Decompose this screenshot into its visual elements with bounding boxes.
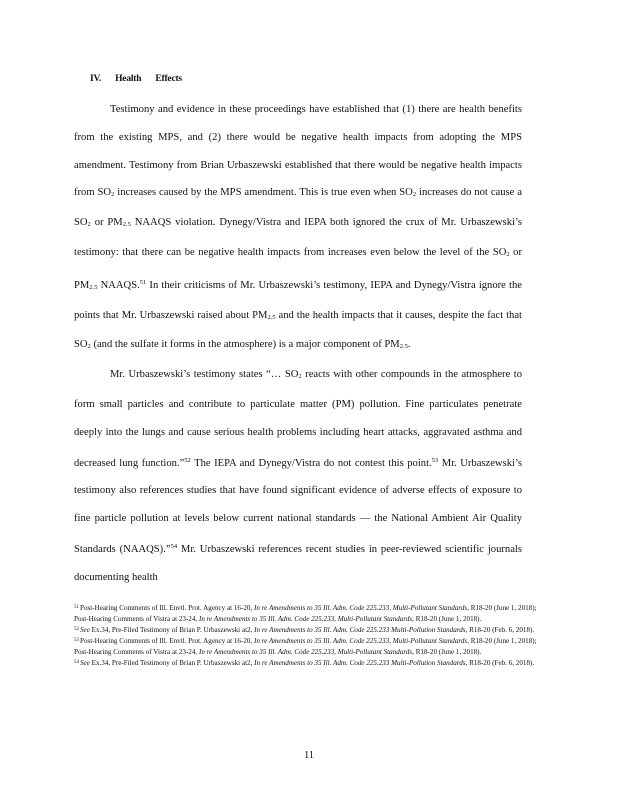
footnote-text: , R18-20 (June 1, 2018); Post-Hearing Comments of Vistra at 23-24, bbox=[74, 604, 537, 623]
footnote-case-title: In re Amendments to 35 Ill. Adm. Code 225.233, Multi-Pollutant Standards bbox=[253, 636, 468, 645]
footnote-case-title: In re Amendments to 35 Ill. Adm. Code 225.233, Multi-Pollutant Standards bbox=[198, 647, 413, 656]
text-run: In their criticisms of Mr. Urbaszewski’s testimony, IEPA and Dynegy/Vistra ignore the points that Mr. Urbaszewski raised about PM bbox=[74, 279, 522, 321]
text-run: . bbox=[407, 339, 411, 351]
paragraph-2 bbox=[74, 361, 522, 591]
footnote-ref[interactable]: 51 bbox=[139, 278, 147, 286]
text-run: Mr. Urbaszewski’s testimony also references studies that have found significant evidence of adverse effects of exposure to fine particle pollution at levels below current national standards — the National Ambient Air Quality Standards (NAAQS).” bbox=[74, 457, 523, 555]
subscript: 2.5 bbox=[399, 343, 408, 351]
section-title-word-1: Health bbox=[115, 74, 142, 84]
text-run: Mr. Urbaszewski’s testimony states “… SO bbox=[110, 369, 299, 381]
section-title-word-2: Effects bbox=[155, 74, 182, 84]
footnote-text: Ex.34, Pre-Filed Testimony of Brian P. Urbaszewski at2, bbox=[89, 625, 255, 634]
footnote-ref[interactable]: 52 bbox=[184, 456, 191, 464]
footnotes bbox=[74, 603, 540, 668]
text-run: NAAQS. bbox=[97, 279, 140, 291]
footnote-signal: See bbox=[80, 658, 90, 667]
subscript: 2 bbox=[506, 250, 510, 258]
footnote bbox=[74, 658, 540, 669]
subscript: 2 bbox=[111, 191, 115, 199]
footnote-text: Post-Hearing Comments of Ill. Envtl. Prot. Agency at 16-20, bbox=[80, 636, 254, 645]
section-number: IV. bbox=[90, 74, 102, 84]
footnote-text: Post-Hearing Comments of Ill. Envtl. Prot. Agency at 16-20, bbox=[80, 604, 254, 612]
footnote-text: , R18-20 (Feb. 6, 2018). bbox=[465, 658, 535, 667]
text-run: or PM bbox=[74, 246, 522, 291]
paragraph-1 bbox=[74, 96, 522, 361]
footnote-ref[interactable]: 53 bbox=[431, 456, 439, 464]
footnote-signal: See bbox=[80, 625, 90, 634]
footnote-text: , R18-20 (June 1, 2018). bbox=[412, 647, 482, 656]
footnote-text: , R18-20 (June 1, 2018); Post-Hearing Comments of Vistra at 23-24, bbox=[74, 636, 537, 656]
footnote-case-title: In re Amendments to 35 Ill. Adm. Code 225.233 Multi-Pollution Standards bbox=[254, 625, 466, 634]
text-run: increases do not cause a SO bbox=[74, 187, 522, 229]
subscript: 2 bbox=[87, 221, 91, 229]
body-text bbox=[74, 96, 522, 592]
footnote-number: 52 bbox=[74, 626, 79, 632]
text-run: NAAQS violation. Dynegy/Vistra and IEPA both ignored the crux of Mr. Urbaszewski’s testimony: that there can be negative health impacts from increases even below the level of the SO bbox=[74, 217, 522, 258]
subscript: 2.5 bbox=[122, 221, 131, 229]
footnote bbox=[74, 603, 540, 625]
text-run: Testimony and evidence in these proceedings have established that (1) there are health benefits from the existing MPS, and (2) there would be negative health impacts from adopting the MPS amendment. Testimony from Brian Urbaszewski established that there would be negative health impacts from SO bbox=[74, 104, 522, 199]
footnote-number: 54 bbox=[74, 659, 79, 665]
footnote-text: , R18-20 (June 1, 2018). bbox=[412, 614, 482, 623]
subscript: 2.5 bbox=[267, 313, 276, 321]
footnote-text: , R18-20 (Feb. 6, 2018). bbox=[465, 625, 535, 634]
subscript: 2 bbox=[412, 191, 417, 199]
footnote-text: Ex.34, Pre-Filed Testimony of Brian P. Urbaszewski at2, bbox=[89, 658, 255, 667]
footnote-number: 51 bbox=[74, 605, 79, 610]
text-run: (and the sulfate it forms in the atmosphere) is a major component of PM bbox=[90, 339, 400, 351]
text-run: and the health impacts that it causes, despite the fact that SO bbox=[74, 309, 523, 351]
subscript: 2 bbox=[298, 373, 302, 381]
footnote bbox=[74, 625, 540, 636]
subscript: 2 bbox=[87, 343, 91, 351]
footnote-case-title: In re Amendments to 35 Ill. Adm. Code 225.233, Multi-Pollutant Standards bbox=[253, 604, 468, 612]
section-heading bbox=[90, 74, 196, 84]
text-run: increases caused by the MPS amendment. This is true even when SO bbox=[114, 187, 413, 199]
text-run: Mr. Urbaszewski references recent studies in peer-reviewed scientific journals documenting health bbox=[74, 543, 522, 583]
page-number: 11 bbox=[303, 750, 315, 761]
footnote-ref[interactable]: 54 bbox=[170, 542, 178, 550]
text-run: or PM bbox=[90, 217, 123, 229]
footnote-case-title: In re Amendments to 35 Ill. Adm. Code 225.233, Multi-Pollutant Standards bbox=[198, 614, 413, 623]
footnote-case-title: In re Amendments to 35 Ill. Adm. Code 225.233 Multi-Pollution Standards bbox=[254, 658, 466, 667]
text-run: The IEPA and Dynegy/Vistra do not contest this point. bbox=[190, 457, 432, 469]
subscript: 2.5 bbox=[89, 283, 98, 291]
footnote bbox=[74, 636, 540, 658]
text-run: reacts with other compounds in the atmosphere to form small particles and contribute to particulate matter (PM) pollution. Fine particulates penetrate deeply into the lungs and cause serious health problems including heart attacks, aggravated asthma and decreased lung function.” bbox=[74, 369, 522, 469]
footnote-number: 53 bbox=[74, 637, 79, 643]
